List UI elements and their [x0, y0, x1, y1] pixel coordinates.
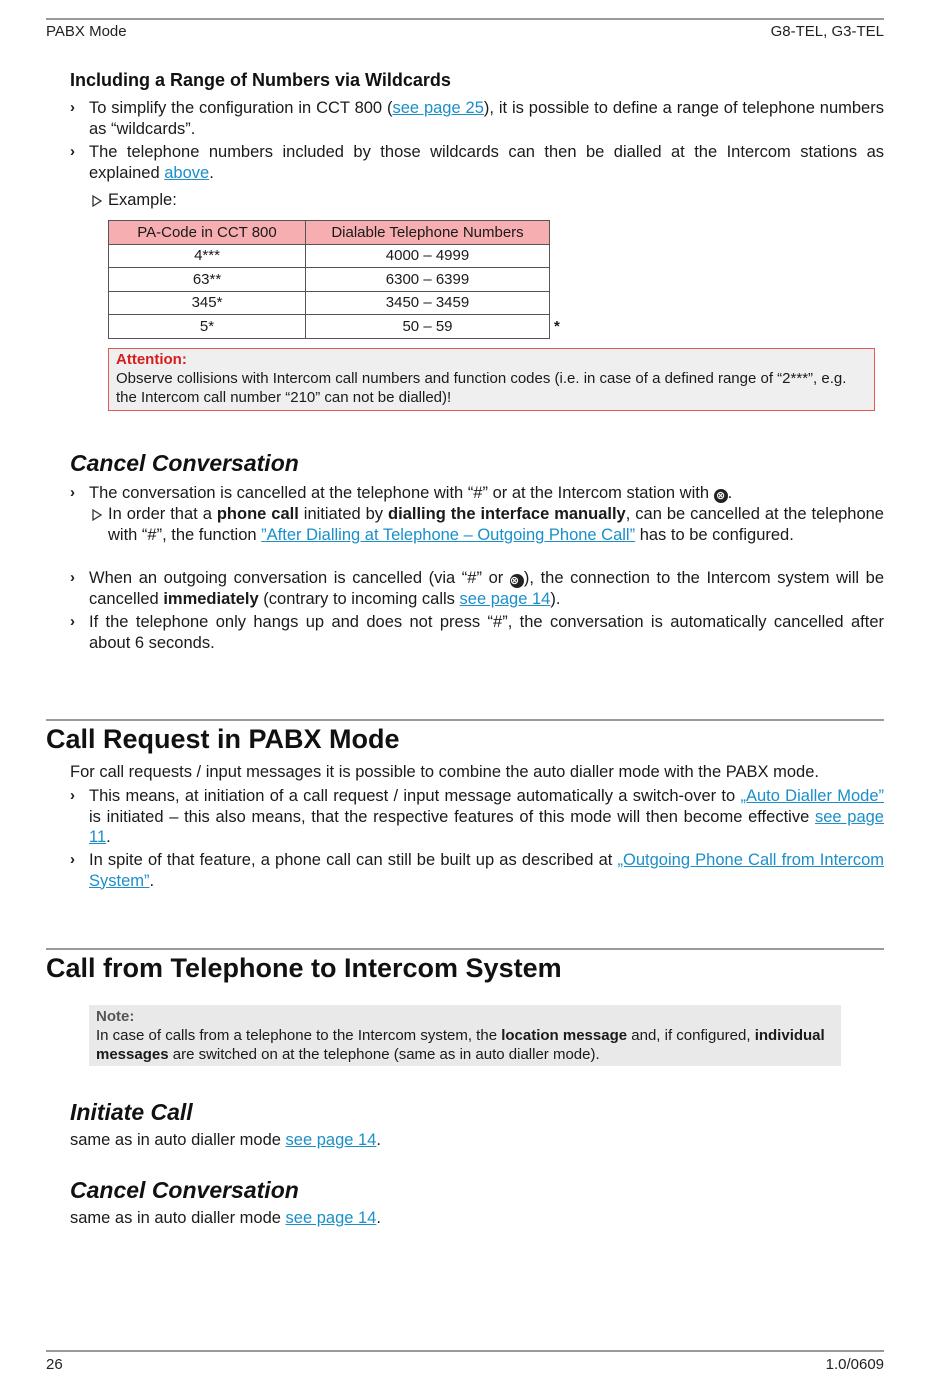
table-cell: 6300 – 6399: [306, 268, 550, 292]
cancel-conversation-heading-2: Cancel Conversation: [70, 1177, 299, 1203]
cancel-sub-bullet: In order that a phone call initiated by dialling the interface manually, can be cancelled at the telephone with “#”, the function ”After Dialling at Telephone – Outgoing Phone Call” has to be configured.: [108, 505, 884, 544]
header-product-name: G8-TEL, G3-TEL: [770, 23, 884, 40]
top-rule: [46, 18, 884, 20]
bullet-chevron-icon: ›: [70, 787, 75, 804]
attention-title: Attention:: [116, 351, 187, 368]
call-from-telephone-heading: Call from Telephone to Intercom System: [46, 953, 562, 983]
section-rule: [46, 719, 884, 721]
call-request-heading: Call Request in PABX Mode: [46, 724, 400, 754]
link-above[interactable]: above: [164, 163, 210, 182]
call-request-intro: For call requests / input messages it is possible to combine the auto dialler mode with the PABX mode.: [70, 763, 819, 781]
call-request-bullet-1: This means, at initiation of a call request / input message automatically a switch-over to „Auto Dialler Mode” is initiated – this also means, that the respective features of this mode will then become effective see page 11.: [89, 787, 884, 846]
cancel-conversation-heading: Cancel Conversation: [70, 450, 299, 476]
initiate-call-heading: Initiate Call: [70, 1099, 193, 1125]
table-cell: 50 – 59: [306, 315, 550, 339]
link-after-dialling[interactable]: ”After Dialling at Telephone – Outgoing Phone Call”: [261, 525, 636, 544]
table-row: [109, 291, 550, 315]
cancel-x-icon: ⊗: [714, 489, 728, 503]
cancel-bullet-1: The conversation is cancelled at the telephone with “#” or at the Intercom station with ⊗ .: [89, 484, 733, 502]
wildcards-bullet-1: To simplify the configuration in CCT 800 (see page 25), it is possible to define a range of telephone numbers as “wildcards”.: [89, 99, 884, 138]
table-header-cell: PA-Code in CCT 800: [109, 221, 306, 245]
table-header-cell: Dialable Telephone Numbers: [306, 221, 550, 245]
cancel-x-icon: ⊗: [510, 574, 524, 588]
table-cell: 4***: [109, 244, 306, 268]
sub-bullet-triangle-icon: [91, 194, 103, 208]
section-rule: [46, 948, 884, 950]
wildcards-heading: Including a Range of Numbers via Wildcards: [70, 70, 451, 90]
note-box: [89, 1005, 841, 1066]
table-cell: 345*: [109, 291, 306, 315]
link-auto-dialler-mode[interactable]: „Auto Dialler Mode”: [740, 787, 884, 805]
attention-text: Observe collisions with Intercom call numbers and function codes (i.e. in case of a defined range of “2***”, e.g. the Intercom call number “210” can not be dialled)!: [116, 370, 847, 406]
cancel-conversation-text: same as in auto dialler mode see page 14.: [70, 1209, 381, 1227]
cancel-bullet-3: If the telephone only hangs up and does not press “#”, the conversation is automatically cancelled after about 6 seconds.: [89, 613, 884, 652]
table-header-row: [109, 221, 550, 245]
wildcards-bullet-2: The telephone numbers included by those wildcards can then be dialled at the Intercom stations as explained above.: [89, 143, 884, 182]
footer-version: 1.0/0609: [825, 1356, 884, 1373]
note-title: Note:: [96, 1008, 135, 1025]
sub-bullet-triangle-icon: [91, 508, 103, 522]
link-see-page-14[interactable]: see page 14: [285, 1209, 377, 1227]
table-cell: 4000 – 4999: [306, 244, 550, 268]
note-text: In case of calls from a telephone to the Intercom system, the location message and, if configured, individual messages are switched on at the telephone (same as in auto dialler mode).: [96, 1027, 825, 1063]
table-row: [109, 315, 550, 339]
bullet-chevron-icon: ›: [70, 851, 75, 868]
bullet-chevron-icon: ›: [70, 484, 75, 501]
bullet-chevron-icon: ›: [70, 613, 75, 630]
footer-page-number: 26: [46, 1356, 63, 1373]
bottom-rule: [46, 1350, 884, 1352]
table-row: [109, 268, 550, 292]
link-outgoing-phone-call[interactable]: „Outgoing Phone Call from Intercom System”: [89, 851, 884, 890]
table-cell: 63**: [109, 268, 306, 292]
bullet-chevron-icon: ›: [70, 569, 75, 586]
attention-box: [108, 348, 875, 411]
table-cell: 3450 – 3459: [306, 291, 550, 315]
initiate-call-text: same as in auto dialler mode see page 14.: [70, 1131, 381, 1149]
example-label: Example:: [108, 191, 177, 209]
bullet-chevron-icon: ›: [70, 99, 75, 116]
table-footnote-asterisk: *: [554, 318, 560, 335]
link-see-page-14[interactable]: see page 14: [285, 1131, 377, 1149]
cancel-bullet-2: When an outgoing conversation is cancelled (via “#” or ⊗ ), the connection to the Intercom system will be cancelled immediately (contrary to incoming calls see page 14).: [89, 569, 884, 608]
table-cell: 5*: [109, 315, 306, 339]
link-see-page-11[interactable]: see page 11: [89, 807, 884, 846]
table-row: [109, 244, 550, 268]
link-see-page-25[interactable]: see page 25: [392, 99, 484, 117]
link-see-page-14[interactable]: see page 14: [459, 589, 551, 608]
header-section-title: PABX Mode: [46, 23, 127, 40]
bullet-chevron-icon: ›: [70, 143, 75, 160]
pa-code-table: [108, 220, 550, 339]
call-request-bullet-2: In spite of that feature, a phone call can still be built up as described at „Outgoing Phone Call from Intercom System”.: [89, 851, 884, 890]
